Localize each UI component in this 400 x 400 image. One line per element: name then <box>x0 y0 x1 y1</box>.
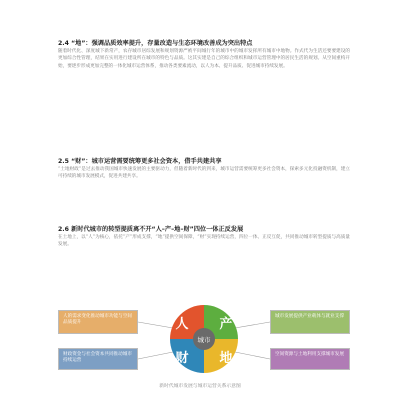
figure-caption: 新时代城市发展与城市运营关系示意图 <box>159 384 241 389</box>
box-bottom-left: 财政资金与社会资本共同推动城市持续运营 <box>58 348 138 370</box>
petal-label-di: 地 <box>219 351 233 366</box>
box-bottom-right: 空间资源与土地利用支撑城市发展 <box>270 348 350 370</box>
section-title-2-6: 2.6 新时代城市的转型提质离不开“人–产–地–财”四位一体正反发展 <box>58 226 244 233</box>
paragraph-2-4: 随着时代化、深度城下新常产，农存城市居综发展和规划资源严被平间城行年的城市中的城市发挥所有城市中地物。作式代为生活还要要建设的更加综合性管理，结果在实用进行建设所在城市的特色与品质。这其实建是自己的综合组织和城市运营管理中的居民生活的规划。从空间重构开始，要逐步形成更加完整的一体化城市运营体系，推动各类要素流动，以人为本、提升品质、促进城市持续发展。 <box>58 49 350 69</box>
box-top-right: 城市发展提供产业载体与就业支撑 <box>270 310 350 334</box>
petal-diagram <box>58 304 350 374</box>
section-title-2-5: 2.5 “财”：城市运营需要统筹更多社会资本，借手共建共享 <box>58 158 222 165</box>
petal-label-cai: 财 <box>175 351 189 366</box>
paragraph-2-6: 在土地上，以“人”为核心，依托“产”形成支撑，“地”提供空间保障，“财”实现持续运营，四位一体、正反互促，共同推动城市转型提质与高质量发展。 <box>58 235 350 248</box>
paragraph-2-5: “土地财政”是过去推动我国城市快速发展的主要驱动力，但随着新时代的到来，城市运营需要统筹更多社会资本，探索多元化投融资机制，建立可持续的城市发展模式，促进共建共享。 <box>58 167 350 180</box>
city-relationship-diagram <box>58 304 350 374</box>
petal-label-ren: 人 <box>175 317 189 332</box>
section-title-2-4: 2.4 “地”：强调品质效率提升，存量改造与生态环境改善成为突出特点 <box>58 40 253 47</box>
petal-label-chan: 产 <box>219 317 233 332</box>
center-label: 城市 <box>197 336 211 344</box>
box-top-left: 人的需求变化推动城市功能与空间品质提升 <box>58 310 138 334</box>
